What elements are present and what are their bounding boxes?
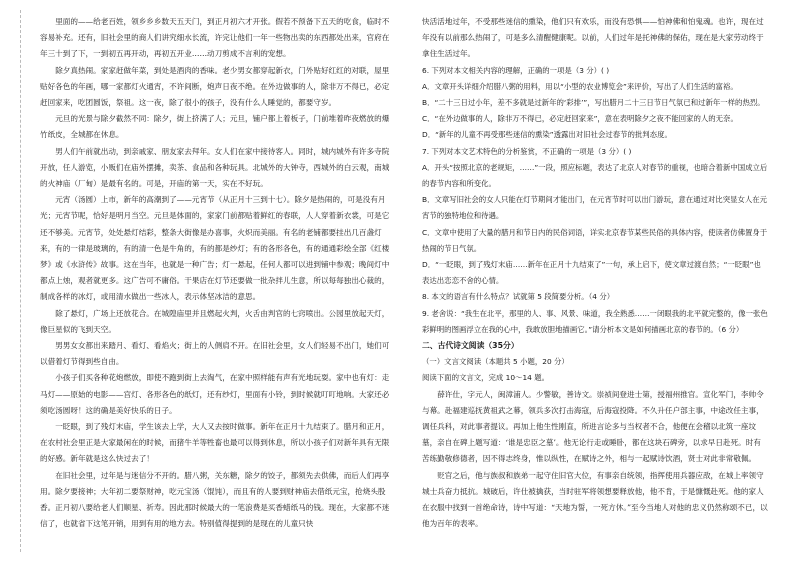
question-item: B．文章写旧社会的女人只能在灯节期间才能出门，在元宵节时可以出门游玩，意在通过对比突显女人在元宵节的独特地位和待遇。 [422, 195, 768, 221]
question-item: D．“一眨眼，到了残灯末庙……新年在正月十九结束了”一句，承上启下，使文章过渡自然；“一眨眼”也表达出恋恋不舍的心情。 [422, 260, 761, 286]
section-title: 二、古代诗文阅读（35分） [422, 341, 519, 351]
question-item: 7. 下列对本文艺术特色的分析鉴赏，不正确的一项是（3 分）( ) [422, 146, 632, 156]
passage-paragraph: 男男女女都出来踏月、看灯、看焰火；街上的人侧肩不开。在旧社会里，女人们轻易不出门，她们可以借着灯节得到些自由。 [40, 341, 390, 367]
question-item: C．文章中使用了大量的腊月和节日内的民俗词语，详实北京春节某些民俗的具体内容，使读者仿佛置身于热闹的节日气氛。 [422, 227, 768, 253]
passage-paragraph: 快活活地过年，不受那些迷信的熏染，他们只有欢乐，而没有恐惧——怕神佛和怕鬼魂。也许，现在过年没有以前那么热闹了，可是多么清醒健康呢。以前，人们过年是托神佛的保佑，现在是大家劳动终于拿住生活过年。 [422, 17, 764, 59]
question-item: 6. 下列对本文相关内容的理解，正确的一项是（3 分）( ) [422, 65, 610, 75]
right-column [422, 14, 768, 533]
question-item: A．开头“按照北京的老规矩，……”一段，照应标题，表达了北京人对春节的重视，也暗合着新中国成立后的春节内容和所变化。 [422, 162, 768, 189]
passage-paragraph: 除夕真热闹。家家赶做年菜，到处是酒肉的香味。老少男女都穿起新衣，门外贴好红红的对联，屋里贴好各色的年画，哪一家都灯火通宵，不许间断，炮声日夜不绝。在外边做事的人，除非万不得已，必定赶回家来，吃团圆饭，祭祖。这一夜，除了很小的孩子，没有什么人睡觉的，都要守岁。 [40, 65, 390, 108]
passage-paragraph: 男人们午前就出动，到亲戚家、朋友家去拜年。女人们在家中接待客人。同时，城内城外有许多寺院开放，任人游览，小贩们在庙外摆摊，卖茶、食品和各种玩具。北城外的大钟寺，西城外的白云观，南城的火神庙（厂甸）是最有名的。可是，开庙的第一天，实在不好玩。 [40, 146, 390, 189]
question-item: C．“在外边做事的人，除非万不得已，必定赶回家来”，意在表明除夕之夜不能回家的人的无奈。 [422, 114, 738, 124]
left-column [40, 14, 390, 533]
passage-paragraph: 在旧社会里，过年是与迷信分不开的。腊八粥，关东糖，除夕的饺子，都须先去供佛，而后人们再享用。除夕要接神；大年初二要祭财神，吃元宝汤（馄饨），而且有的人要到财神庙去借纸元宝，抢烧头股香。正月初八要给老人们顺星、祈寿。因此那时候最大的一笔浪费是买香蜡纸马的钱。现在，大家都不迷信了，也就省下这笔开销，用到有用的地方去。特别值得提到的是现在的儿童只快 [40, 470, 390, 529]
question-item: B．“二十三日过小年，差不多就是过新年的‘彩排’”，写出腊月二十三日节日气氛已和过新年一样的热烈。 [422, 98, 765, 108]
question-item: A．文章开头详细介绍腊八粥的用料，用以“小型的农业博览会”来评价，写出了人们生活的富裕。 [422, 81, 738, 91]
classical-paragraph: 薛许仕，字元人，闽漳浦人。少警敏，善诗文。崇祯间登进士第，授福州推官。宣化军门，李帅令与幕。赴福建巡抚黄祖武之幕，领兵多次打击海寇，后海寇投降。不久升任户部主事，中途改任主事，调任兵科，对此事者提议。再加上他生性刚直，所进言论多与当权者不合，他便在会稽以北筑一座坟墓，亲自在碑上题写道：‘谁是忠臣之墓’。他无论行走或睡卧，都在这块石碑旁，以求早日赴死。时有苦练勤敬修德者，因不得志终身，惟以纵性，在赋诗之外，相与一起赋诗饮酒，贤士对此非常敬佩。 [422, 389, 764, 464]
binding-margin [6, 0, 28, 562]
binding-line [20, 10, 21, 552]
question-item: 9. 老舍说：“我生在北平，那里的人、事、风景、味道，我全熟悉……一闭眼我的北平就完整的，像一张色彩鲜明的图画浮立在我的心中，我敢放胆地描画它。”请分析本文是如何描画北京的春节的。（6 分） [422, 308, 768, 334]
instruction: 阅读下面的文言文，完成 10～14 题。 [422, 373, 549, 383]
question-item: 8. 本文的语言有什么特点？试就第 5 段简要分析。（4 分） [422, 292, 615, 302]
question-item: D．“新年的儿童不再受那些迷信的熏染”透露出对旧社会过春节的批判态度。 [422, 130, 672, 140]
classical-paragraph: 贬官之后，他与族叔和族弟一起守住旧官大位，有事亲自统领，指挥使用兵器应敌，在城上率领守城士兵奋力抵抗。城破后，许仕被擒获，当时驻军将领想要释放他，他不肯，于是慷慨赴死。他的家人在衣服中找到一首绝命诗，诗中写道：“天地为誓，一死方休。”至今当地人对他的忠义仍然称颂不已，以他为百年的表率。 [422, 470, 768, 529]
passage-paragraph: 一眨眼，到了残灯末庙，学生该去上学，大人又去按时做事。新年在正月十九结束了。腊月和正月，在农村社会里正是大家最闲在的时候，而猪牛羊等牲畜也最可以得到休息，所以小孩子们对新年具有无限的好感。新年就是这么快过去了！ [40, 422, 390, 464]
column-gutter [404, 10, 405, 550]
passage-paragraph: 小孩子们买各种花炮燃放，即使不跑到街上去淘气，在家中照样能有声有光地玩耍。家中也有灯：走马灯——原始的电影——宫灯、各形各色的纸灯，还有纱灯，里面有小铃，到时候就叮叮地响。大家还必须吃汤圆呀！这的确是美好快乐的日子。 [40, 373, 390, 415]
passage-paragraph: 里面的——给老百姓，领乡乡乡数天五天门，到正月初六才开张。假若不预备下五天的吃食，临时不容易补充。还有，旧社会里的商人们讲究细水长流，许完让他们一年一些物出卖的东西都处出来，官府在年三十到了下，一到初五再开动，再初五开业……动刀剪成不言利的宠想。 [40, 17, 390, 59]
passage-paragraph: 元宵（汤圆）上市，新年的高潮到了——元宵节（从正月十三到十七）。除夕是热闹的，可是没有月光；元宵节呢，恰好是明月当空。元旦是体面的，家家门前都贴着鲜红的春联，人人穿着新衣裳，可是它还不够美。元宵节，处处悬灯结彩，整条大街像是办喜事，火炽而美丽。有名的老铺都要挂出几百盏灯来，有的一律是玻璃的，有的清一色是牛角的，有的都是纱灯；有的各形各色，有的通通彩绘全部《红楼梦》或《水浒传》故事。这在当年，也就是一种广告；灯一悬起，任何人都可以进到铺中参观；晚间灯中都点上烛，观者就更多。这广告可不庸俗。干果店在灯节还要做一批杂拌儿生意，所以每每独出心裁的，制成各样的冰灯，或用清水做出一些冰人，表示体坚冰洁的意思。 [40, 195, 390, 302]
subsection-title: （一）文言文阅读（本题共 5 小题，20 分） [422, 357, 569, 367]
passage-paragraph: 除了悬灯，广场上还放花合。在城隍庙里并且燃起火判，火舌由判官的七窍喷出。公园里放起天灯，像巨星似的飞到天空。 [40, 308, 390, 334]
passage-paragraph: 元旦的光景与除夕截然不同：除夕，街上挤满了人；元旦，铺户都上着板子，门前堆着昨夜燃放的爆竹纸皮，全城都在休息。 [40, 114, 390, 140]
